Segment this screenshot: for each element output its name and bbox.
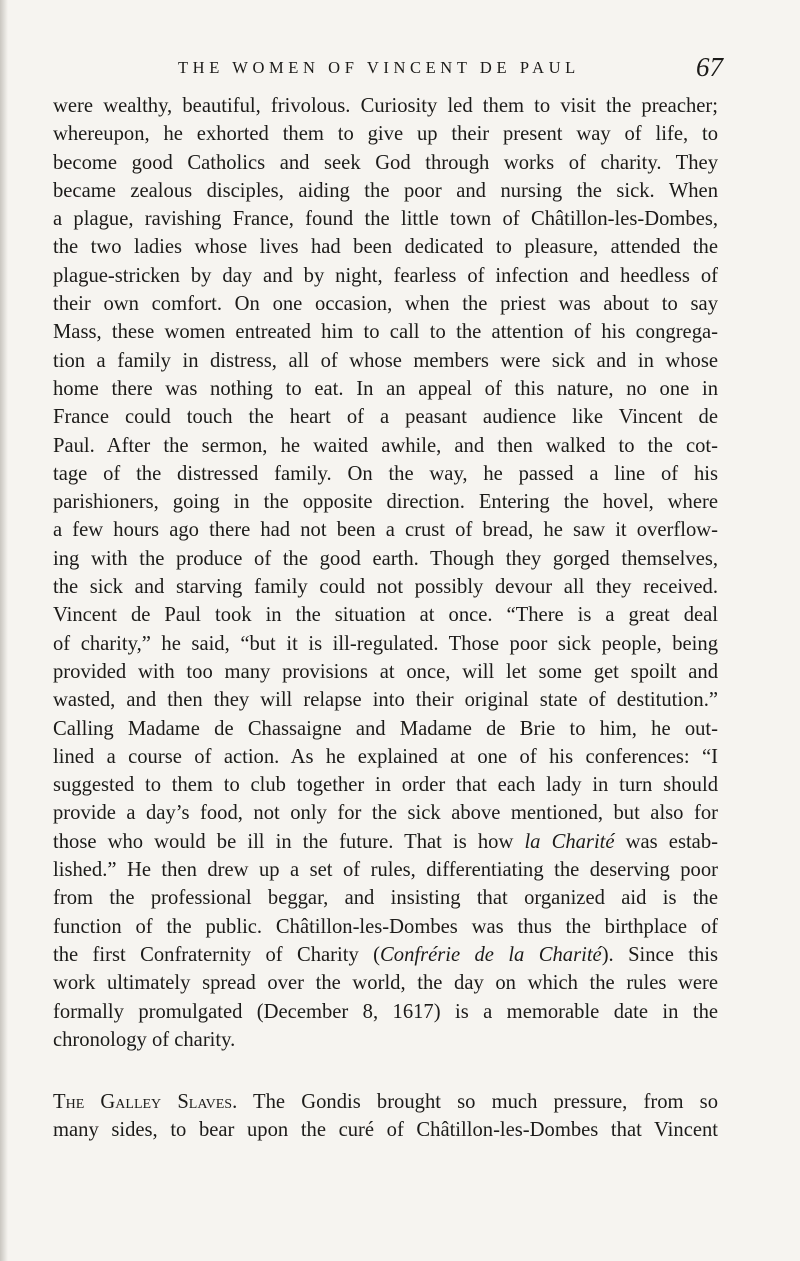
text-line: were wealthy, beautiful, frivolous. Curiosity led them to visit the preacher;: [53, 95, 718, 117]
text-line: the two ladies whose lives had been dedicated to pleasure, attended the: [53, 236, 718, 259]
body-text: [53, 92, 718, 1145]
text-line: their own comfort. On one occasion, when the priest was about to say: [53, 293, 718, 316]
running-head: [178, 52, 723, 92]
text-line: home there was nothing to eat. In an appeal of this nature, no one in: [53, 377, 718, 400]
text-line: suggested to them to club together in order that each lady in turn should: [53, 774, 718, 797]
text-segment: ). Since this: [601, 943, 718, 966]
text-line: tion a family in distress, all of whose members were sick and in whose: [53, 349, 718, 372]
text-line: many sides, to bear upon the curé of Châtillon-les-Dombes that Vincent: [53, 1119, 718, 1142]
text-line: provided with too many provisions at once, will let some get spoilt and: [53, 660, 718, 683]
section-first-line: [53, 1088, 718, 1116]
text-line: provide a day’s food, not only for the sick above mentioned, but also for: [53, 802, 718, 825]
text-line: become good Catholics and seek God through works of charity. They: [53, 151, 718, 174]
text-line: Calling Madame de Chassaigne and Madame de Brie to him, he out-: [53, 717, 718, 740]
text-line: function of the public. Châtillon-les-Dombes was thus the birthplace of: [53, 915, 718, 938]
section-heading: The Galley Slaves.: [53, 1091, 238, 1114]
text-line: work ultimately spread over the world, the day on which the rules were: [53, 972, 718, 995]
text-line: ing with the produce of the good earth. Though they gorged themselves,: [53, 547, 718, 570]
text-line: Paul. After the sermon, he waited awhile, and then walked to the cot-: [53, 434, 718, 457]
text-line: of charity,” he said, “but it is ill-regulated. Those poor sick people, being: [53, 632, 718, 655]
text-line: parishioners, going in the opposite direction. Entering the hovel, where: [53, 491, 718, 514]
text-line: [53, 941, 718, 969]
text-line: lished.” He then drew up a set of rules, differentiating the deserving poor: [53, 859, 718, 882]
text-line: became zealous disciples, aiding the poor and nursing the sick. When: [53, 179, 718, 202]
text-line: a few hours ago there had not been a crust of bread, he saw it overflow-: [53, 519, 718, 542]
text-line: the sick and starving family could not possibly devour all they received.: [53, 576, 718, 599]
running-title: THE WOMEN OF VINCENT DE PAUL: [178, 58, 580, 77]
italic-term-confrerie: Confrérie de la Charité: [380, 943, 602, 966]
text-segment: those who would be ill in the future. That is how: [53, 830, 525, 853]
text-line: wasted, and then they will relapse into their original state of destitution.”: [53, 689, 718, 712]
text-line: Vincent de Paul took in the situation at once. “There is a great deal: [53, 604, 718, 627]
text-line: a plague, ravishing France, found the little town of Châtillon-les-Dombes,: [53, 208, 718, 231]
text-line: chronology of charity.: [53, 1028, 236, 1051]
text-line: whereupon, he exhorted them to give up their present way of life, to: [53, 123, 718, 146]
binding-shadow: [0, 0, 8, 1261]
text-line: lined a course of action. As he explained at one of his conferences: “I: [53, 745, 718, 768]
italic-term-la-charite: la Charité: [524, 830, 615, 853]
text-line: tage of the distressed family. On the way, he passed a line of his: [53, 462, 718, 485]
text-line: plague-stricken by day and by night, fearless of infection and heedless of: [53, 264, 718, 287]
text-line: [53, 828, 718, 856]
text-line: Mass, these women entreated him to call to the attention of his congrega-: [53, 321, 718, 344]
paragraph-gap: [53, 1054, 718, 1088]
text-line: France could touch the heart of a peasant audience like Vincent de: [53, 406, 718, 429]
text-line: from the professional beggar, and insisting that organized aid is the: [53, 887, 718, 910]
text-segment: the first Confraternity of Charity (: [53, 943, 381, 966]
page-number: 67: [696, 52, 723, 82]
text-segment: The Gondis brought so much pressure, from so: [237, 1091, 718, 1114]
text-line: formally promulgated (December 8, 1617) is a memorable date in the: [53, 1000, 718, 1023]
text-segment: was estab-: [614, 830, 718, 853]
